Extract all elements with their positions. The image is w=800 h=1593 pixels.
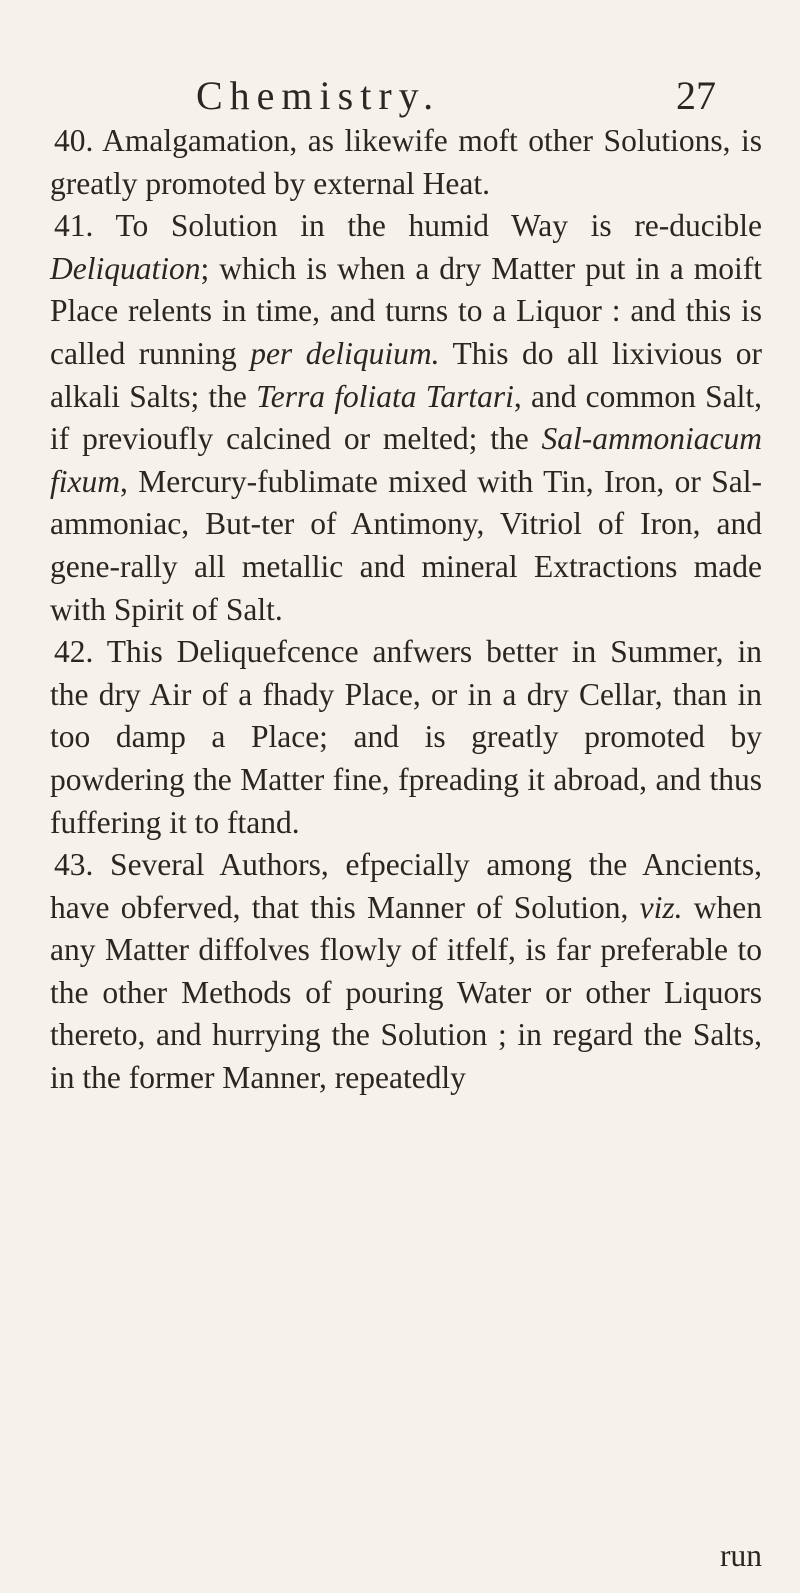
paragraph-41 (50, 205, 762, 631)
italic-term: Sal-ammoniacum fixum (50, 421, 763, 499)
paragraph-text: ; which is when a dry Matter put in a moift Place relents in time, and turns to a Liquor : and this is called running (50, 250, 762, 371)
page-number: 27 (676, 73, 716, 118)
paragraph-43 (50, 844, 762, 1100)
paragraph-text: Several Authors, efpecially among the Ancients, have obferved, that this Manner of Solution, (50, 847, 762, 925)
paragraph-text: To Solution in the humid Way is re-ducible (115, 208, 762, 244)
paragraph-text: This Deliquefcence anfwers better in Summer, in the dry Air of a fhady Place, or in a dry Cellar, than in too damp a Place; and is greatly promoted by powdering the Matter fine, fpreading it abroad, and thus fuffering it to ftand. (50, 634, 762, 840)
running-head: Chemistry. (196, 73, 441, 118)
italic-term: Deliquation (50, 250, 201, 286)
paragraph-number: 40. (54, 123, 94, 158)
catchword: run (720, 1538, 762, 1573)
paragraph-text: when any Matter diffolves flowly of itfelf, is far preferable to the other Methods of pouring Water or other Liquors thereto, and hurrying the Solution ; in regard the Salts, in the former Manner, repeatedly (50, 889, 762, 1096)
paragraph-number: 42. (54, 634, 94, 670)
italic-term: viz. (639, 889, 683, 925)
page-body (50, 120, 762, 1100)
paragraph-text: , Mercury-fublimate mixed with Tin, Iron, or Sal-ammoniac, But-ter of Antimony, Vitriol of Iron, and gene-rally all metallic and mineral Extractions made with Spirit of Salt. (50, 463, 762, 627)
paragraph-40 (50, 120, 762, 205)
paragraph-number: 41. (54, 208, 94, 244)
paragraph-text: This do all lixivious or alkali Salts; the (50, 335, 762, 414)
italic-term: Terra foliata Tartari (256, 378, 514, 414)
paragraph-text: , and common Salt, if previoufly calcined or melted; the (50, 378, 763, 457)
italic-term: per deliquium. (250, 335, 440, 371)
paragraph-text: Amalgamation, as likewife moft other Solutions, is greatly promoted by external Heat. (50, 123, 763, 201)
paragraph-number: 43. (54, 847, 94, 883)
paragraph-42 (50, 631, 762, 844)
page-header (196, 70, 716, 122)
